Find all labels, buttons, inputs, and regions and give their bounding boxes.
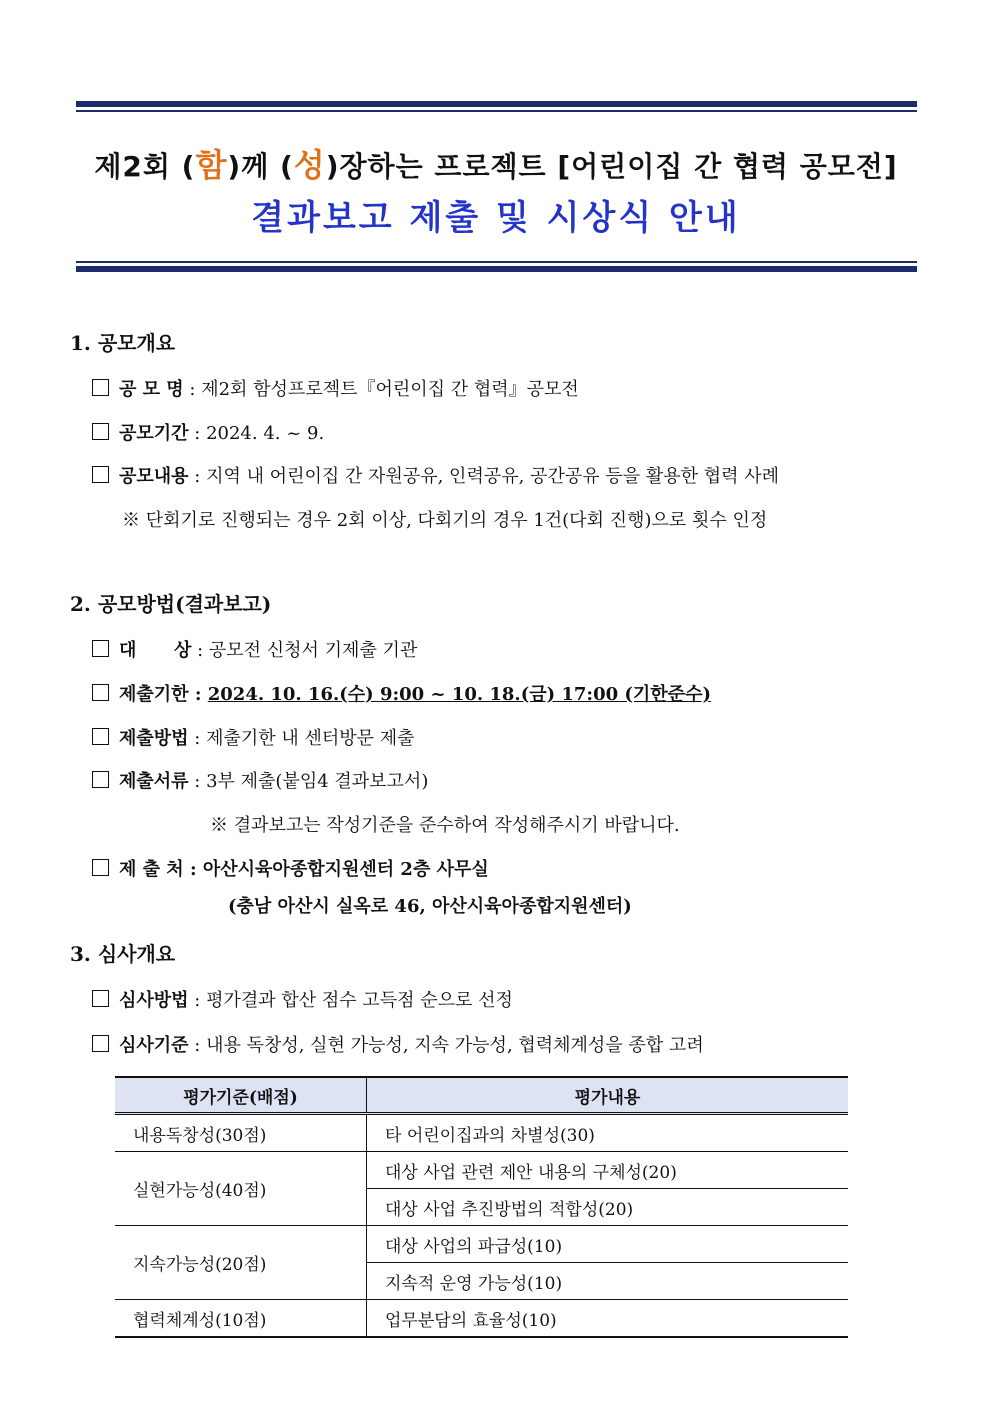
top-rule [76,101,917,112]
checkbox-icon [92,684,109,701]
table-header-content: 평가내용 [367,1077,849,1114]
section-2-heading: 2. 공모방법(결과보고) [70,592,272,616]
table-row: 지속가능성(20점) 대상 사업의 파급성(10) [115,1226,848,1263]
checkbox-icon [92,728,109,745]
checkbox-icon [92,1035,109,1052]
title-line-1: 제2회 (함)께 (성)장하는 프로젝트 [어린이집 간 협력 공모전] [94,146,898,184]
s2-target-row: 대 상 : 공모전 신청서 기제출 기관 [92,636,417,662]
section-3-heading: 3. 심사개요 [70,942,176,966]
checkbox-icon [92,423,109,440]
s1-name-row: 공 모 명 : 제2회 함성프로젝트『어린이집 간 협력』공모전 [92,375,579,401]
checkbox-icon [92,771,109,788]
table-row: 지속적 운영 가능성(10) [115,1263,848,1300]
table-row: 내용독창성(30점) 타 어린이집과의 차별성(30) [115,1114,848,1152]
checkbox-icon [92,990,109,1007]
s2-place-address: (충남 아산시 실옥로 46, 아산시육아종합지원센터) [228,896,632,917]
s2-docs-row: 제출서류 : 3부 제출(붙임4 결과보고서) [92,767,428,793]
s3-criteria-row: 심사기준 : 내용 독창성, 실현 가능성, 지속 가능성, 협력체계성을 종합 고려 [92,1031,704,1057]
section-1-heading: 1. 공모개요 [70,331,176,355]
checkbox-icon [92,640,109,657]
s1-note: ※ 단회기로 진행되는 경우 2회 이상, 다회기의 경우 1건(다회 진행)으로 횟수 인정 [122,510,768,531]
highlight-seong: 성 [293,146,326,184]
s2-deadline-row: 제출기한 : 2024. 10. 16.(수) 9:00 ~ 10. 18.(금) 17:00 (기한준수) [92,680,711,706]
table-row: 협력체계성(10점) 업무분담의 효율성(10) [115,1300,848,1338]
evaluation-table [115,1076,848,1338]
s1-period-row: 공모기간 : 2024. 4. ~ 9. [92,419,324,445]
checkbox-icon [92,379,109,396]
checkbox-icon [92,859,109,876]
checkbox-icon [92,466,109,483]
s3-method-row: 심사방법 : 평가결과 합산 점수 고득점 순으로 선정 [92,986,513,1012]
s2-method-row: 제출방법 : 제출기한 내 센터방문 제출 [92,724,415,750]
table-row: 실현가능성(40점) 대상 사업 관련 제안 내용의 구체성(20) [115,1152,848,1189]
title-line-2: 결과보고 제출 및 시상식 안내 [251,198,741,238]
s2-docs-note: ※ 결과보고는 작성기준을 준수하여 작성해주시기 바랍니다. [210,815,680,836]
s2-place-row: 제 출 처 : 아산시육아종합지원센터 2층 사무실 [92,855,489,881]
table-header-row [115,1077,848,1114]
table-row: 대상 사업 추진방법의 적합성(20) [115,1189,848,1226]
bottom-rule [76,261,917,272]
highlight-ham: 함 [195,146,228,184]
s1-content-row: 공모내용 : 지역 내 어린이집 간 자원공유, 인력공유, 공간공유 등을 활용한 협력 사례 [92,462,779,488]
table-header-criteria: 평가기준(배점) [115,1077,367,1114]
